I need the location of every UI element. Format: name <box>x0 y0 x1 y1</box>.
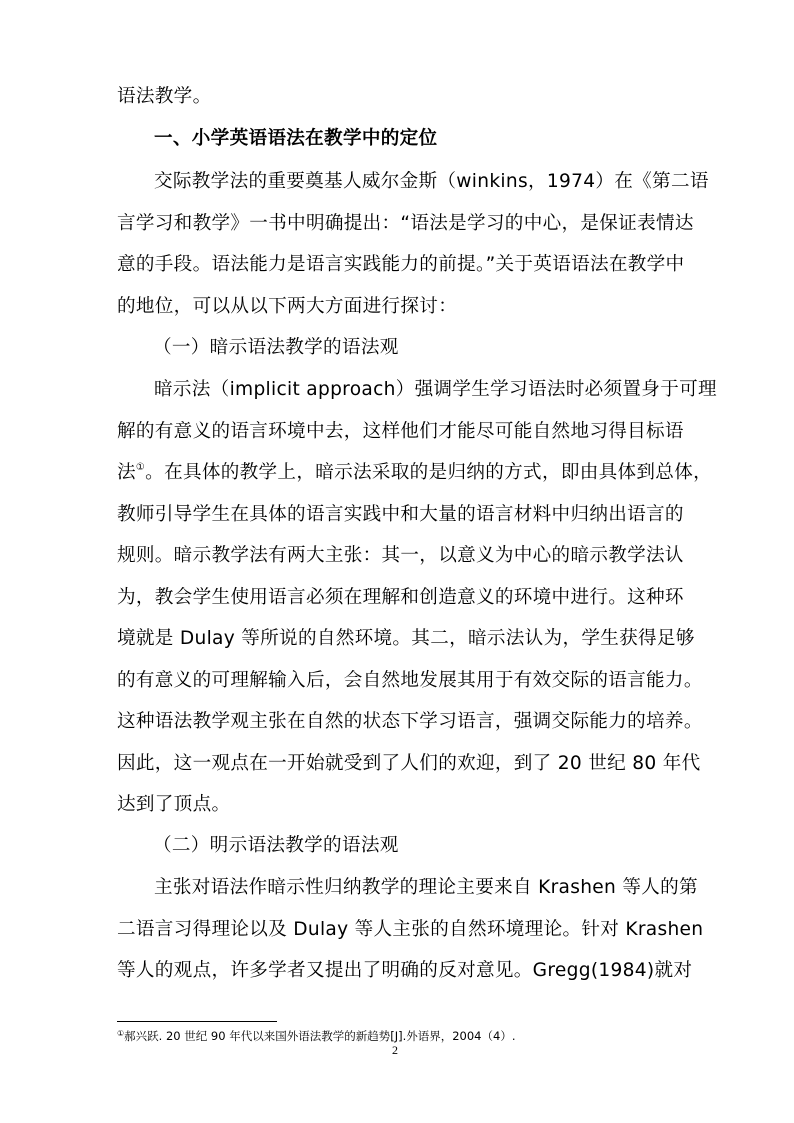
paragraph-explicit-approach <box>117 867 704 992</box>
subheading-text: （二）明示语法教学的语法观 <box>153 835 399 856</box>
footnote-separator <box>117 1021 277 1022</box>
text-line: 的有意义的可理解输入后，会自然地发展其用于有效交际的语言能力。 <box>117 669 703 691</box>
text-line: 教师引导学生在具体的语言实践中和大量的语言材料中归纳出语言的 <box>117 503 684 525</box>
section-heading <box>117 118 681 160</box>
subsection-heading-explicit <box>153 825 681 867</box>
footnote <box>117 1026 515 1044</box>
text-line: 因此，这一观点在一开始就受到了人们的欢迎，到了 20 世纪 80 年代 <box>117 752 701 774</box>
text-line: 解的有意义的语言环境中去，这样他们才能尽可能自然地习得目标语 <box>117 420 684 442</box>
text-line: 为，教会学生使用语言必须在理解和创造意义的环境中进行。这种环 <box>117 586 684 608</box>
paragraph-implicit-approach <box>117 369 717 826</box>
text-line: 的地位，可以从以下两大方面进行探讨： <box>117 295 458 317</box>
footnote-marker: ① <box>117 1029 125 1038</box>
subheading-text: （一）暗示语法教学的语法观 <box>153 337 399 358</box>
text-line: 交际教学法的重要奠基人威尔金斯（winkins，1974）在《第二语 <box>154 171 709 192</box>
text-line: 二语言习得理论以及 Dulay 等人主张的自然环境理论。针对 Krashen <box>117 918 704 940</box>
page-number: 2 <box>392 1043 398 1057</box>
text-line-with-footnote <box>117 452 712 494</box>
text-line: 达到了顶点。 <box>117 794 231 815</box>
text-line: 暗示法（implicit approach）强调学生学习语法时必须置身于可理 <box>154 379 717 400</box>
text-line: 语法教学。 <box>117 86 212 107</box>
text-line: 意的手段。语法能力是语言实践能力的前提。”关于英语语法在教学中 <box>117 254 685 275</box>
text-line: 等人的观点，许多学者又提出了明确的反对意见。Gregg(1984)就对 <box>117 960 693 981</box>
heading-text: 一、小学英语语法在教学中的定位 <box>154 128 438 149</box>
footnote-reference[interactable]: ① <box>135 462 146 473</box>
text-fragment: 法 <box>117 462 136 483</box>
paragraph-communicative-approach <box>117 161 709 327</box>
paragraph-continuation <box>117 76 681 118</box>
text-line: 境就是 Dulay 等所说的自然环境。其二，暗示法认为，学生获得足够 <box>117 628 695 649</box>
text-fragment: 。在具体的教学上，暗示法采取的是归纳的方式，即由具体到总体， <box>145 462 712 483</box>
footnote-text: 郝兴跃. 20 世纪 90 年代以来国外语法教学的新趋势[J].外语界，2004（4）. <box>124 1029 516 1043</box>
text-line: 这种语法教学观主张在自然的状态下学习语言，强调交际能力的培养。 <box>117 711 703 732</box>
text-line: 主张对语法作暗示性归纳教学的理论主要来自 Krashen 等人的第 <box>154 877 698 898</box>
subsection-heading-implicit <box>153 327 681 369</box>
text-line: 言学习和教学》一书中明确提出：“语法是学习的中心，是保证表情达 <box>117 212 694 234</box>
text-line: 规则。暗示教学法有两大主张：其一，以意义为中心的暗示教学法认 <box>117 545 684 566</box>
